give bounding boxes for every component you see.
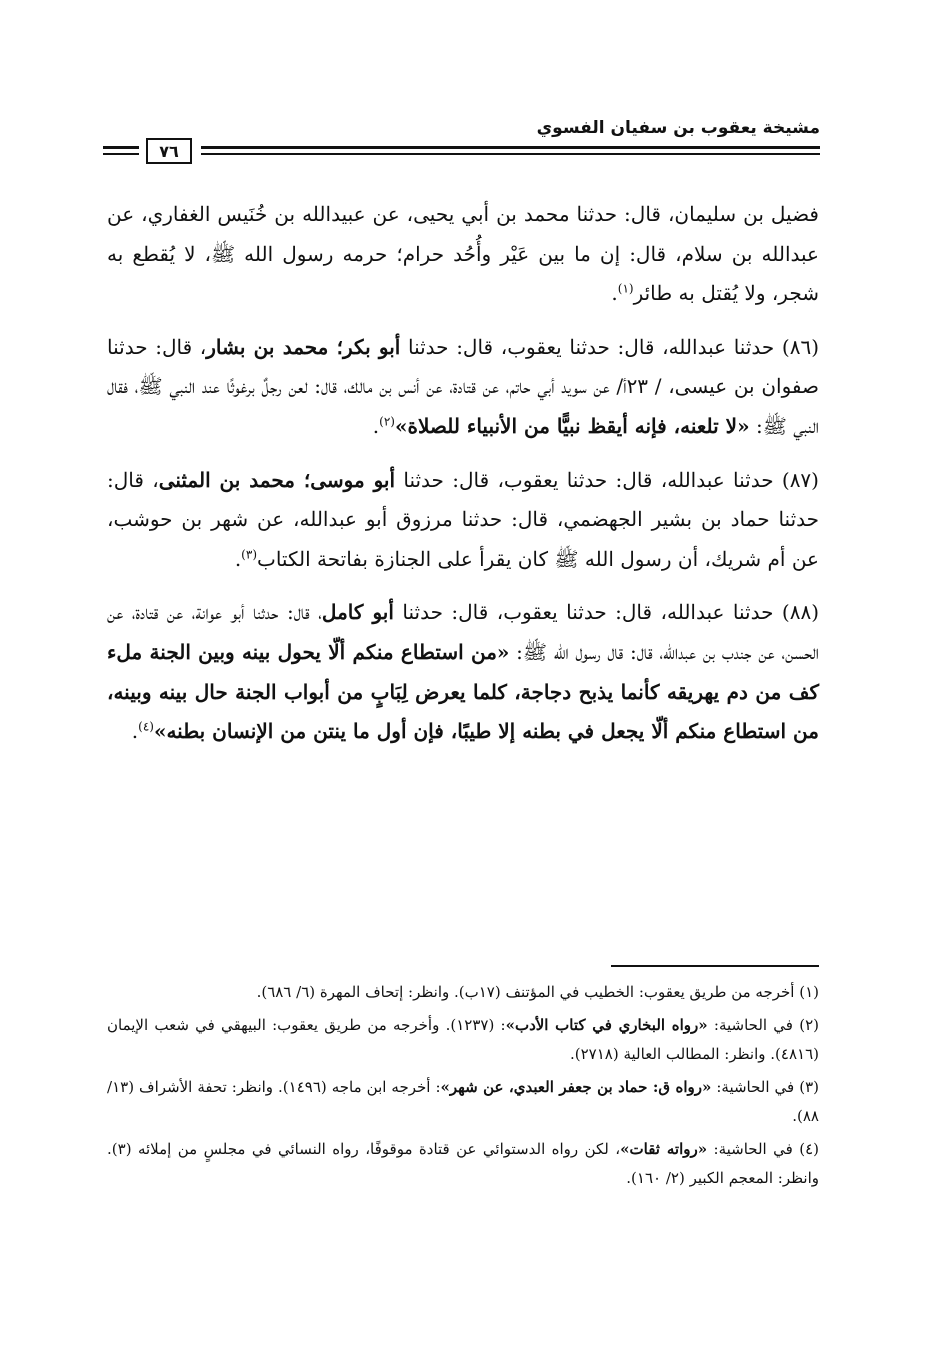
text-run: (١) أخرجه من طريق يعقوب: الخطيب في المؤتنف (١٧ب). وانظر: إتحاف المهرة (٦/ ٦٨٦). bbox=[256, 983, 819, 1001]
footnote-ref: (٣) bbox=[241, 547, 257, 562]
text-run: ، قال: حدثنا أبو عوانة، عن قتادة، عن الحسن، عن جندب بن عبدالله، قال: قال رسول الله ﷺ: bbox=[107, 600, 819, 664]
narrator-name: أبو بكر؛ محمد بن بشار bbox=[206, 334, 401, 359]
text-run: : أخرجه ابن ماجه (١٤٩٦). وانظر: تحفة الأشراف (١٣/ ٨٨). bbox=[107, 1078, 819, 1125]
marginal-note: «رواته ثقات» bbox=[620, 1140, 708, 1158]
text-run: . bbox=[131, 719, 139, 744]
text-run: (٣) في الحاشية: bbox=[711, 1078, 819, 1096]
hadith-87 bbox=[107, 461, 819, 580]
hadith-86 bbox=[107, 328, 819, 447]
footnote-3 bbox=[107, 1073, 819, 1131]
text-run: فضيل بن سليمان، قال: حدثنا محمد بن أبي يحيى، عن عبيدالله بن خُنَيس الغفاري، عن عبدالله بن سلام، قال: إن ما بين عَيْر وأُحُد حرام؛ حرمه رسول الله ﷺ، لا يُقطع به شجر، ولا يُقتل به طائر bbox=[107, 202, 819, 306]
hadith-88 bbox=[107, 593, 819, 751]
footnote-separator bbox=[611, 965, 819, 967]
page-number-rule-thin bbox=[103, 153, 139, 155]
text-run: : (١٢٣٧). وأخرجه من طريق يعقوب: البيهقي في شعب الإيمان (٤٨١٦). وانظر: المطالب العالية (٢٧١٨). bbox=[107, 1016, 819, 1063]
page-number: ٧٦ bbox=[146, 138, 192, 164]
footnote-ref: (٤) bbox=[138, 719, 154, 734]
marginal-note: «رواه البخاري في كتاب الأدب» bbox=[505, 1016, 708, 1034]
text-run: (٤) في الحاشية: bbox=[707, 1140, 819, 1158]
text-run: ، قال: حدثنا حماد بن بشير الجهضمي، قال: حدثنا مرزوق أبو عبدالله، عن شهر بن حوشب، عن أم شريك، أن رسول الله ﷺ كان يقرأ على الجنازة بفاتحة الكتاب bbox=[107, 467, 819, 571]
text-run: ، قال: حدثنا صفوان بن عيسى، / ٢٣أ/ عن سويد أبي حاتم، عن قتادة، عن أنس بن مالك، قال: لعن رجلٌ برغوثًا عند النبي ﷺ، فقال النبي ﷺ: bbox=[107, 334, 819, 438]
hadith-matn: «لا تلعنه، فإنه أيقظ نبيًّا من الأنبياء للصلاة» bbox=[394, 413, 750, 438]
main-text bbox=[107, 195, 819, 766]
text-run: . bbox=[234, 546, 242, 571]
text-run: (٢) في الحاشية: bbox=[707, 1016, 819, 1034]
header-rule bbox=[201, 146, 820, 149]
text-run: ، لكن رواه الدستوائي عن قتادة موقوفًا، رواه النسائي في مجلسٍ من إملائه (٣). وانظر: المعجم الكبير (٢/ ١٦٠). bbox=[107, 1140, 819, 1187]
text-run: (٨٦) حدثنا عبدالله، قال: حدثنا يعقوب، قال: حدثنا bbox=[400, 334, 819, 359]
text-run: . bbox=[372, 413, 380, 438]
footnote-2 bbox=[107, 1011, 819, 1069]
header-rule-thin bbox=[201, 153, 820, 155]
footnote-4 bbox=[107, 1135, 819, 1193]
paragraph-continuation bbox=[107, 195, 819, 314]
narrator-name: أبو كامل bbox=[321, 600, 394, 625]
running-head-title: مشيخة يعقوب بن سفيان الفسوي bbox=[536, 118, 820, 138]
page-header bbox=[103, 118, 820, 168]
marginal-note: «رواه ق: حماد بن جعفر العبدي، عن شهر» bbox=[440, 1078, 712, 1096]
footnote-1 bbox=[107, 978, 819, 1007]
footnote-ref: (١) bbox=[617, 281, 634, 296]
text-run: (٨٧) حدثنا عبدالله، قال: حدثنا يعقوب، قال: حدثنا bbox=[395, 467, 819, 492]
text-run: (٨٨) حدثنا عبدالله، قال: حدثنا يعقوب، قال: حدثنا bbox=[393, 600, 820, 625]
text-run: . bbox=[611, 281, 618, 306]
footnote-ref: (٢) bbox=[379, 414, 395, 429]
narrator-name: أبو موسى؛ محمد بن المثنى bbox=[158, 467, 396, 492]
hadith-matn: «من استطاع منكم ألّا يحول بينه وبين الجنة ملء كف من دم يهريقه كأنما يذبح دجاجة، كلما يعرض لِبَابٍ من أبواب الجنة حال بينه وبينه، من استطاع منكم ألّا يجعل في بطنه إلا طيبًا، فإن أول ما ينتن من الإنسان بطنه» bbox=[107, 639, 819, 744]
footnotes bbox=[107, 978, 819, 1197]
page-number-rule bbox=[103, 146, 139, 149]
